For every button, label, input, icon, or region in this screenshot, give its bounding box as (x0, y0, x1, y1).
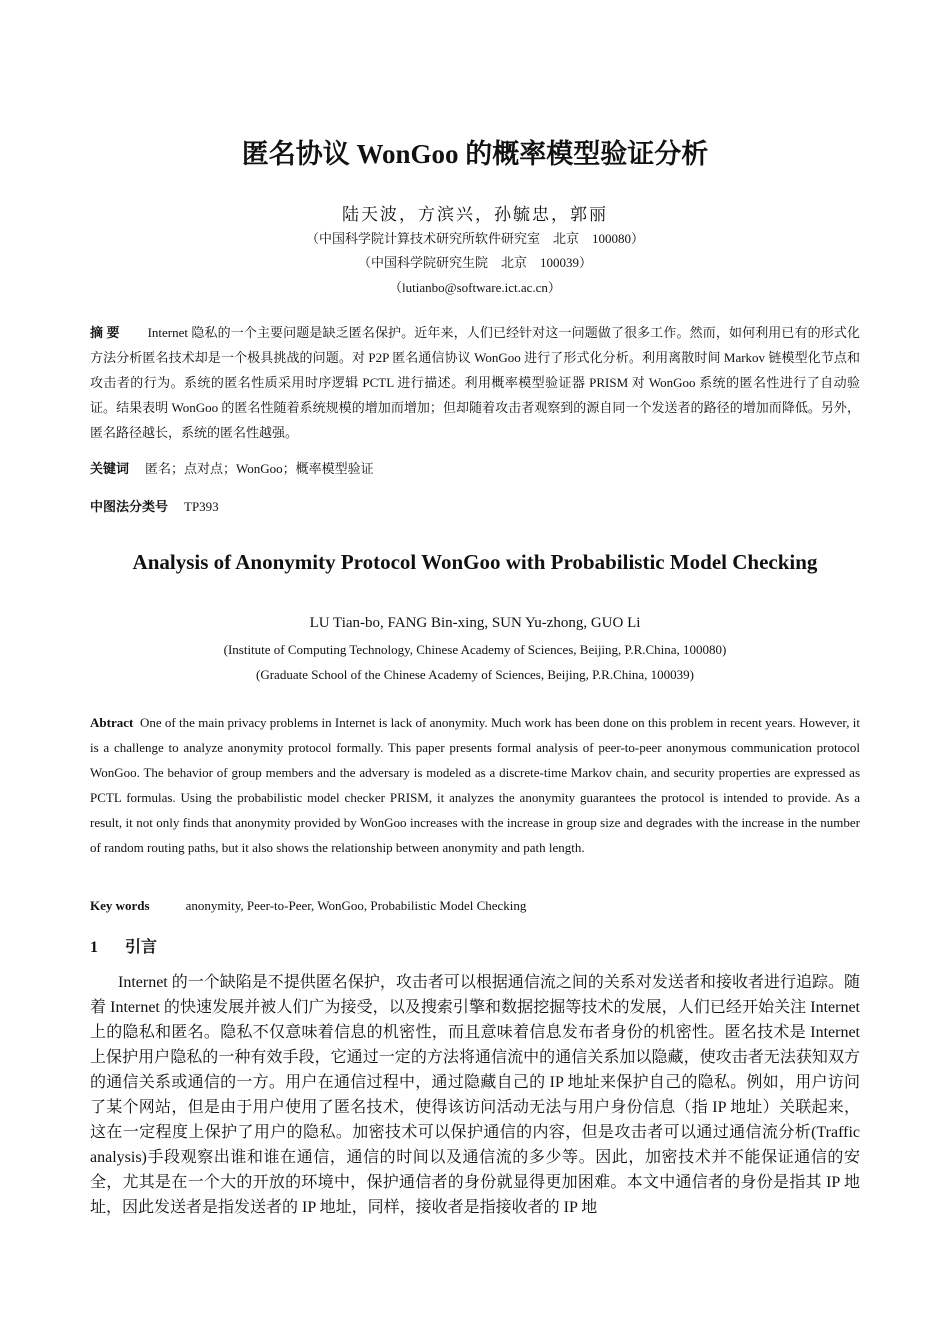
paper-title-en: Analysis of Anonymity Protocol WonGoo with Probabilistic Model Checking (132, 550, 818, 574)
abstract-en-text: One of the main privacy problems in Internet is lack of anonymity. Much work has been done on this problem in recent years. However, it is a challenge to analyze anonymity protocol formally. This paper presents formal analysis of peer-to-peer anonymous communication protocol WonGoo. The behavior of group members and the adversary is modeled as a discrete-time Markov chain, and security properties are expressed as PCTL formulas. Using the probabilistic model checker PRISM, it analyzes the anonymity guarantees the protocol is intended to provide. As a result, it not only finds that anonymity provided by WonGoo increases with the increase in group size and degrades with the increase in the number of random routing paths, but it also shows the relationship between anonymity and path length. (90, 715, 861, 855)
affiliation-cn-1: （中国科学院计算技术研究所软件研究室 北京 100080） (305, 231, 644, 246)
abstract-en (90, 710, 860, 860)
section-body: Internet 的一个缺陷是不提供匿名保护，攻击者可以根据通信流之间的关系对发送者和接收者进行追踪。随着 Internet 的快速发展并被人们广为接受，以及搜索引擎和数据挖掘等技术的发展，人们已经开始关注 Internet 上的隐私和匿名。隐私不仅意味着信息的机密性，而且意味着信息发布者身份的机密性。匿名技术是 Internet 上保护用户隐私的一种有效手段，它通过一定的方法将通信流中的通信关系加以隐藏，使攻击者无法获知双方的通信关系或通信的一方。用户在通信过程中，通过隐藏自己的 IP 地址来保护自己的隐私。例如，用户访问了某个网站，但是由于用户使用了匿名技术，使得该访问活动无法与用户身份信息（指 IP 地址）关联起来，这在一定程度上保护了用户的隐私。加密技术可以保护通信的内容，但是攻击者可以通过通信流分析(Traffic analysis)手段观察出谁和谁在通信，通信的时间以及通信流的多少等。因此，加密技术并不能保证通信的安全，尤其是在一个大的开放的环境中，保护通信者的身份就显得更加困难。本文中通信者的身份是指其 IP 地址，因此发送者是指发送者的 IP 地址，同样，接收者是指接收者的 IP 地 (90, 974, 860, 1216)
keywords-en-label: Key words (90, 898, 150, 913)
clc-number (90, 496, 860, 515)
affiliation-en-2: (Graduate School of the Chinese Academy of Sciences, Beijing, P.R.China, 100039) (256, 667, 694, 682)
section-title: 引言 (125, 939, 158, 956)
keywords-cn-label: 关键词 (90, 461, 130, 476)
section-heading (90, 934, 157, 957)
authors-cn: 陆天波，方滨兴，孙毓忠，郭丽 (342, 205, 608, 224)
clc-label: 中图法分类号 (90, 499, 169, 514)
affiliation-en-1: (Institute of Computing Technology, Chinese Academy of Sciences, Beijing, P.R.China, 100080) (223, 642, 727, 657)
authors-en: LU Tian-bo, FANG Bin-xing, SUN Yu-zhong, GUO Li (309, 615, 641, 631)
abstract-cn-label: 摘 要 (90, 325, 120, 340)
abstract-cn-text: Internet 隐私的一个主要问题是缺乏匿名保护。近年来，人们已经针对这一问题做了很多工作。然而，如何利用已有的形式化方法分析匿名技术却是一个极具挑战的问题。对 P2P 匿名通信协议 WonGoo 进行了形式化分析。利用离散时间 Markov 链模型化节点和攻击者的行为。系统的匿名性质采用时序逻辑 PCTL 进行描述。利用概率模型验证器 PRISM 对 WonGoo 系统的匿名性进行了自动验证。结果表明 WonGoo 的匿名性随着系统规模的增加而增加；但却随着攻击者观察到的源自同一个发送者的路径的增加而降低。另外，匿名路径越长，系统的匿名性越强。 (90, 325, 860, 440)
affiliation-cn-2: （中国科学院研究生院 北京 100039） (357, 255, 592, 270)
abstract-cn (90, 320, 860, 445)
abstract-en-label: Abtract (90, 715, 134, 730)
section-number: 1 (90, 939, 98, 956)
keywords-en-text: anonymity, Peer-to-Peer, WonGoo, Probabilistic Model Checking (185, 898, 527, 913)
keywords-cn (90, 458, 860, 477)
keywords-cn-text: 匿名；点对点；WonGoo；概率模型验证 (145, 461, 374, 476)
paper-title-cn: 匿名协议 WonGoo 的概率模型验证分析 (241, 139, 709, 169)
clc-value: TP393 (184, 499, 219, 514)
keywords-en (90, 898, 860, 914)
author-email: （lutianbo@software.ict.ac.cn） (389, 280, 561, 295)
